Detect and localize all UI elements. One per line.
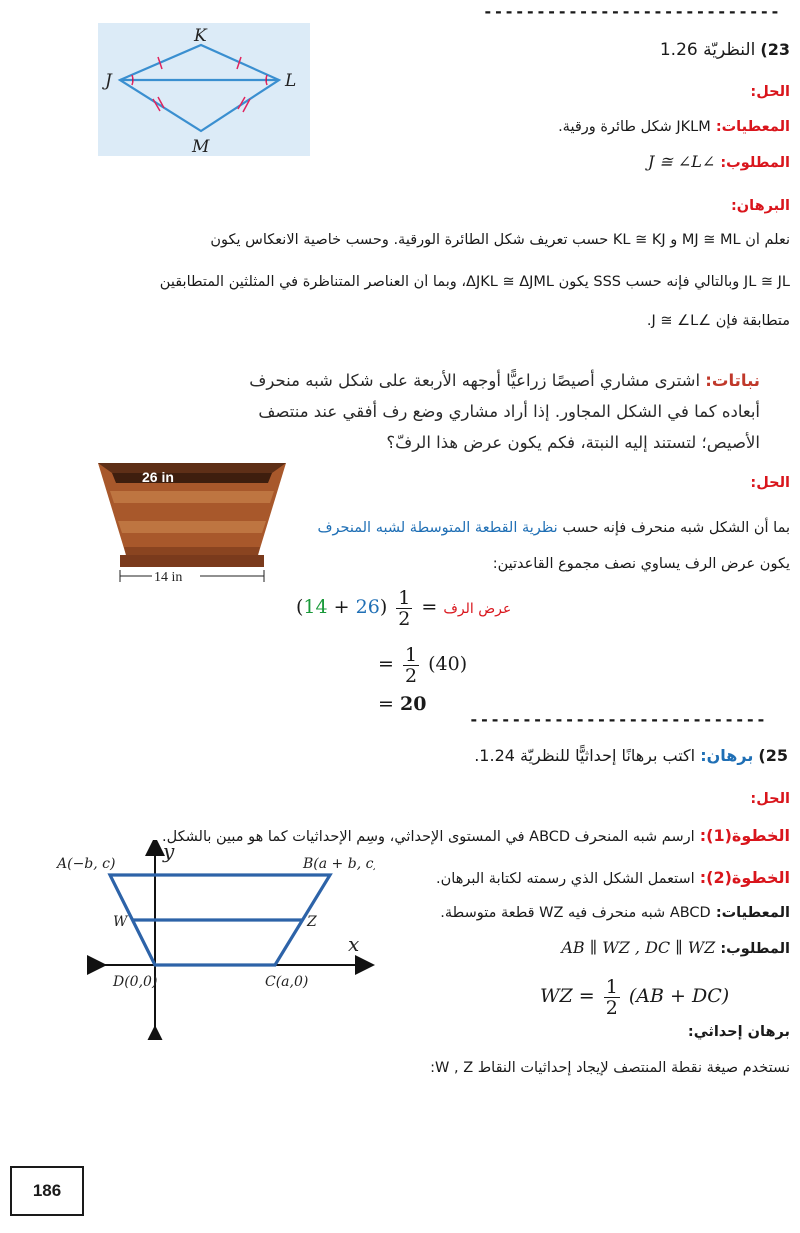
planter-image (92, 455, 292, 587)
q23-given-text: JKLM شكل طائرة ورقية. (558, 119, 711, 135)
q23-label: النظريّة 1.26 (659, 40, 756, 60)
q23-proof-line-2: JL ≅ JL وبالتالي فإنه حسب SSS يكون ΔJKL ≅ ΔJML، وبما أن العناصر المتناظرة في المثلثين المتطابقين (159, 274, 790, 290)
q25-required: المطلوب: AB ∥ WZ , DC ∥ WZ (561, 938, 790, 957)
bottom-dimension-label: 14 in (154, 570, 183, 585)
separator-line: ---------------------------- (483, 2, 781, 21)
q24-problem-line-2: أبعاده كما في الشكل المجاور. إذا أراد مشاري وضع رف أفقي عند منتصف (258, 402, 760, 421)
q25-step-2: الخطوة(2): استعمل الشكل الذي رسمته لكتابة البرهان. (436, 868, 790, 887)
point-c-label: C(a,0) (265, 974, 309, 990)
point-a-label: A(−b, c) (57, 856, 116, 872)
label-k: K (194, 26, 207, 46)
midsegment-formula: WZ = $\frac{1}{2}$ (AB + DC) (540, 975, 730, 1019)
q24-topic: نباتات: (705, 371, 760, 390)
value-26: 26 (355, 596, 380, 618)
midsegment-theorem-link[interactable]: نظرية القطعة المتوسطة لشبه المنحرف (317, 520, 558, 536)
q24-text-2: يكون عرض الرف يساوي نصف مجموع القاعدتين: (492, 556, 790, 572)
x-axis-label: x (348, 932, 360, 956)
q23-proof-heading: البرهان: (730, 198, 790, 214)
q24-problem (220, 365, 760, 458)
top-dimension-label: 26 in (142, 469, 174, 485)
q23-given-label: المعطيات: (715, 119, 790, 135)
equation-line-2: = $\frac{1}{2}$ (40) (378, 643, 468, 687)
kite-figure (98, 23, 310, 156)
label-l: L (285, 71, 297, 91)
result-value: 20 (399, 693, 427, 715)
separator-line-2: ---------------------------- (469, 710, 767, 729)
q24-text-1: بما أن الشكل شبه منحرف فإنه حسب نظرية القطعة المتوسطة لشبه المنحرف (317, 520, 790, 536)
point-w-label: W (113, 914, 128, 930)
q23-required-expr: ∠J ≅ ∠L (647, 152, 716, 171)
shelf-width-label: عرض الرف (443, 601, 512, 617)
point-z-label: Z (307, 914, 317, 930)
q23-proof-line-3: متطابقة فإن ∠J ≅ ∠L. (646, 313, 790, 329)
q25-solution-heading: الحل: (750, 791, 790, 807)
value-14: 14 (303, 596, 328, 618)
point-b-label: B(a + b, c) (303, 856, 375, 872)
coordinate-trapezoid-figure (55, 840, 375, 1040)
q23-number: 23) (760, 40, 790, 59)
q23-given (558, 116, 790, 135)
page-number: 186 (10, 1166, 84, 1216)
coord-proof-heading: برهان إحداثي: (687, 1024, 790, 1040)
label-j: J (105, 71, 112, 91)
q24-solution-heading: الحل: (750, 475, 790, 491)
q25-given: المعطيات: ABCD شبه منحرف فيه WZ قطعة متوسطة. (440, 905, 790, 921)
label-m: M (192, 137, 210, 156)
q23-proof-line-1: نعلم أن MJ ≅ ML و KL ≅ KJ حسب تعريف شكل الطائرة الورقية. وحسب خاصية الانعكاس يكون (210, 232, 790, 248)
equation-result: = 20 (378, 693, 427, 715)
equation-line-1: عرض الرف = $\frac{1}{2}$ (26 + 14) (296, 586, 512, 630)
q24-problem-line-1: نباتات: اشترى مشاري أصيصًا زراعيًّا أوجهه الأربعة على شكل شبه منحرف (249, 371, 760, 390)
y-axis-label: y (163, 840, 175, 863)
q25-header: 25) برهان: اكتب برهانًا إحداثيًّا للنظريّة 1.24. (474, 746, 788, 765)
coord-proof-text: نستخدم صيغة نقطة المنتصف لإيجاد إحداثيات النقاط W , Z: (430, 1060, 790, 1076)
q25-step-1: الخطوة(1): ارسم شبه المنحرف ABCD في المستوى الإحداثي، وسِمِ الإحداثيات كما هو مبين بالشكل. (162, 826, 790, 845)
q23-required (648, 152, 790, 171)
point-d-label: D(0,0) (113, 974, 158, 990)
q24-problem-line-3: الأصيص؛ لتستند إليه النبتة، فكم يكون عرض هذا الرفّ؟ (386, 433, 760, 452)
q23-header (490, 40, 790, 60)
q23-required-label: المطلوب: (720, 155, 790, 171)
q23-solution-heading: الحل: (750, 84, 790, 100)
